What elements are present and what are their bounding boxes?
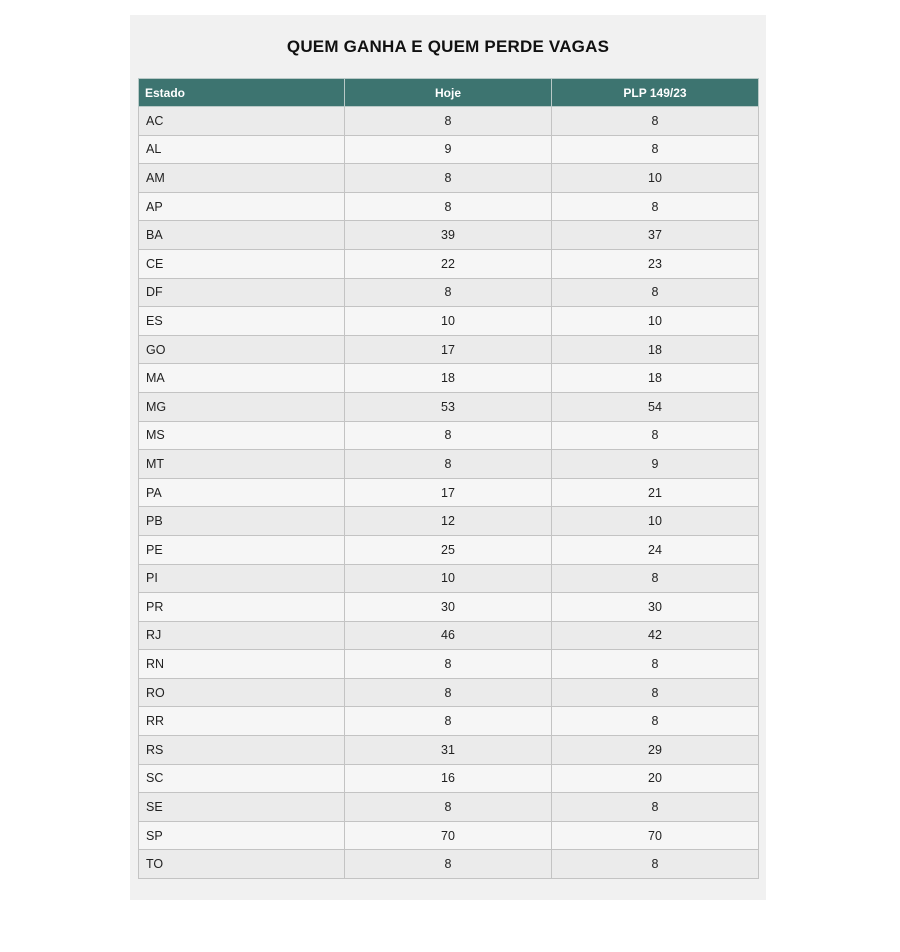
cell-plp: 42: [552, 621, 759, 650]
table-row: [139, 221, 759, 250]
table-row: [139, 107, 759, 136]
cell-estado: PA: [139, 478, 345, 507]
cell-hoje: 31: [345, 736, 552, 765]
table-row: [139, 307, 759, 336]
cell-estado: AC: [139, 107, 345, 136]
cell-estado: MS: [139, 421, 345, 450]
cell-estado: RR: [139, 707, 345, 736]
cell-hoje: 10: [345, 307, 552, 336]
cell-estado: PB: [139, 507, 345, 536]
table-row: [139, 135, 759, 164]
cell-hoje: 8: [345, 450, 552, 479]
cell-plp: 8: [552, 192, 759, 221]
cell-hoje: 8: [345, 421, 552, 450]
cell-hoje: 8: [345, 678, 552, 707]
table-row: [139, 335, 759, 364]
table-row: [139, 392, 759, 421]
cell-hoje: 8: [345, 107, 552, 136]
table-row: [139, 278, 759, 307]
cell-plp: 8: [552, 135, 759, 164]
cell-hoje: 22: [345, 249, 552, 278]
table-header-row: [139, 79, 759, 107]
table-body: [139, 107, 759, 879]
cell-estado: MA: [139, 364, 345, 393]
cell-hoje: 8: [345, 164, 552, 193]
column-header-plp: PLP 149/23: [552, 79, 759, 107]
cell-plp: 9: [552, 450, 759, 479]
cell-estado: PI: [139, 564, 345, 593]
cell-plp: 21: [552, 478, 759, 507]
cell-hoje: 70: [345, 821, 552, 850]
table-row: [139, 736, 759, 765]
cell-hoje: 17: [345, 478, 552, 507]
table-row: [139, 793, 759, 822]
cell-plp: 29: [552, 736, 759, 765]
cell-hoje: 12: [345, 507, 552, 536]
cell-hoje: 8: [345, 650, 552, 679]
cell-estado: GO: [139, 335, 345, 364]
table-row: [139, 650, 759, 679]
cell-estado: AP: [139, 192, 345, 221]
cell-plp: 30: [552, 593, 759, 622]
table-title: QUEM GANHA E QUEM PERDE VAGAS: [286, 37, 610, 56]
cell-plp: 23: [552, 249, 759, 278]
cell-hoje: 30: [345, 593, 552, 622]
cell-plp: 10: [552, 307, 759, 336]
cell-estado: MT: [139, 450, 345, 479]
cell-estado: RS: [139, 736, 345, 765]
cell-estado: PR: [139, 593, 345, 622]
table-row: [139, 507, 759, 536]
cell-hoje: 8: [345, 793, 552, 822]
column-header-estado: Estado: [139, 79, 345, 107]
table-row: [139, 764, 759, 793]
cell-plp: 20: [552, 764, 759, 793]
cell-hoje: 39: [345, 221, 552, 250]
table-row: [139, 249, 759, 278]
cell-hoje: 16: [345, 764, 552, 793]
cell-plp: 8: [552, 793, 759, 822]
cell-plp: 8: [552, 421, 759, 450]
table-card: [130, 15, 766, 900]
cell-estado: AM: [139, 164, 345, 193]
cell-plp: 54: [552, 392, 759, 421]
cell-plp: 18: [552, 335, 759, 364]
table-row: [139, 850, 759, 879]
cell-estado: DF: [139, 278, 345, 307]
cell-hoje: 8: [345, 192, 552, 221]
cell-estado: SC: [139, 764, 345, 793]
seats-table: [138, 78, 759, 879]
table-row: [139, 164, 759, 193]
cell-plp: 70: [552, 821, 759, 850]
cell-estado: BA: [139, 221, 345, 250]
cell-estado: ES: [139, 307, 345, 336]
cell-estado: RN: [139, 650, 345, 679]
cell-plp: 8: [552, 278, 759, 307]
table-row: [139, 621, 759, 650]
cell-estado: AL: [139, 135, 345, 164]
column-header-hoje: Hoje: [345, 79, 552, 107]
cell-plp: 8: [552, 850, 759, 879]
table-row: [139, 192, 759, 221]
cell-estado: TO: [139, 850, 345, 879]
table-row: [139, 678, 759, 707]
cell-estado: PE: [139, 535, 345, 564]
cell-plp: 37: [552, 221, 759, 250]
cell-plp: 8: [552, 650, 759, 679]
cell-hoje: 17: [345, 335, 552, 364]
cell-plp: 10: [552, 164, 759, 193]
table-row: [139, 707, 759, 736]
cell-estado: RJ: [139, 621, 345, 650]
cell-hoje: 8: [345, 850, 552, 879]
cell-plp: 8: [552, 707, 759, 736]
cell-plp: 18: [552, 364, 759, 393]
table-row: [139, 535, 759, 564]
cell-plp: 8: [552, 678, 759, 707]
cell-plp: 8: [552, 564, 759, 593]
cell-estado: RO: [139, 678, 345, 707]
cell-estado: SP: [139, 821, 345, 850]
cell-plp: 8: [552, 107, 759, 136]
cell-hoje: 46: [345, 621, 552, 650]
table-row: [139, 450, 759, 479]
table-row: [139, 421, 759, 450]
cell-estado: SE: [139, 793, 345, 822]
cell-hoje: 8: [345, 278, 552, 307]
table-row: [139, 364, 759, 393]
cell-hoje: 25: [345, 535, 552, 564]
cell-hoje: 9: [345, 135, 552, 164]
table-row: [139, 821, 759, 850]
cell-hoje: 8: [345, 707, 552, 736]
table-row: [139, 478, 759, 507]
table-row: [139, 564, 759, 593]
cell-plp: 10: [552, 507, 759, 536]
cell-estado: CE: [139, 249, 345, 278]
cell-hoje: 18: [345, 364, 552, 393]
cell-plp: 24: [552, 535, 759, 564]
cell-hoje: 53: [345, 392, 552, 421]
cell-hoje: 10: [345, 564, 552, 593]
cell-estado: MG: [139, 392, 345, 421]
table-row: [139, 593, 759, 622]
